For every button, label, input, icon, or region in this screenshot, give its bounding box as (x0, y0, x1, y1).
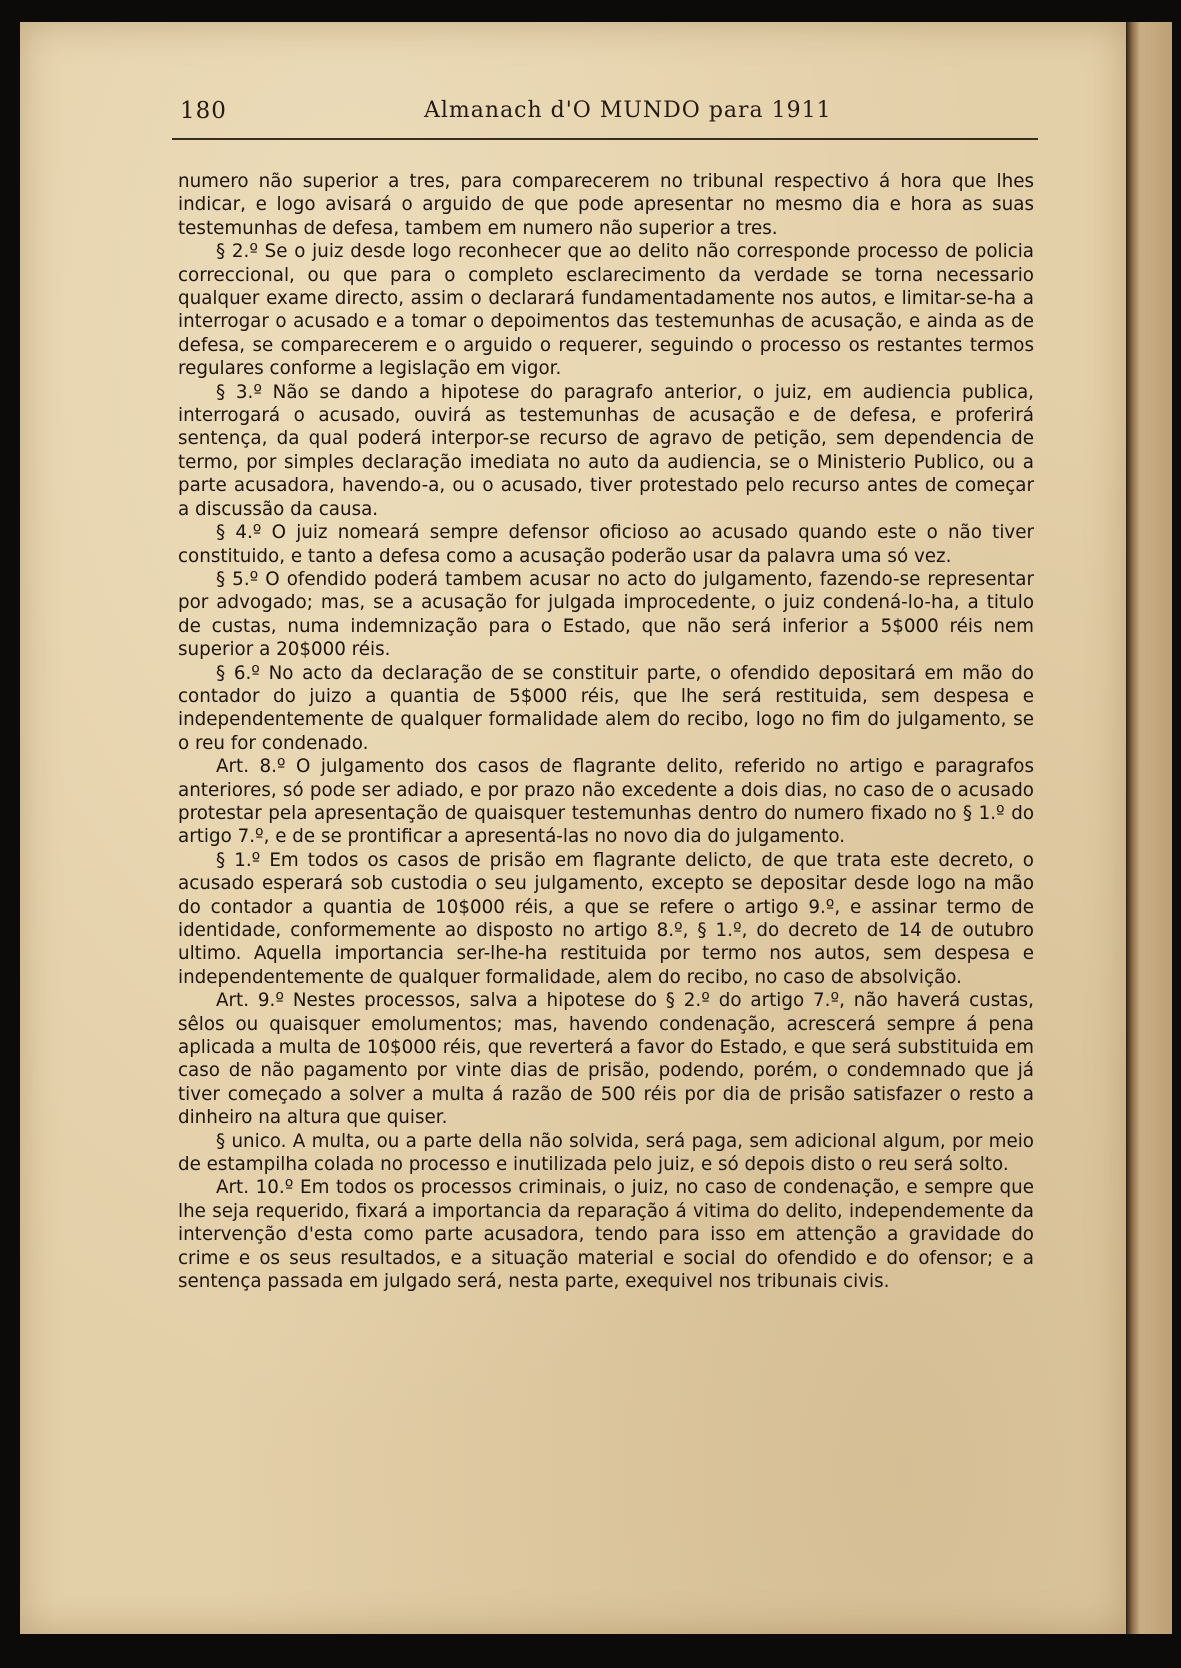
paragraph-section-2: § 2.º Se o juiz desde logo reconhecer que ao delito não corresponde processo de policia correccional, ou que para o completo esclarecimento da verdade se torna necessario qualquer exame directo, assim o declarará fundamentadamente nos autos, e limitar-se-ha a interrogar o acusado e a tomar o depoimentos das testemunhas de acusação, e ainda as de defesa, se comparecerem e o arguido o requerer, seguindo o processo os restantes termos regulares conforme a legislação em vigor. (178, 241, 1034, 380)
paragraph-article-10: Art. 10.º Em todos os processos criminais, o juiz, no caso de condenação, e sempre que lhe seja requerido, fixará a importancia da reparação á vitima do delito, independemente da intervenção d'esta como parte acusadora, tendo para isso em attenção a gravidade do crime e os seus resultados, e a situação material e social do ofendido e do ofensor; e a sentença passada em julgado será, nesta parte, exequivel nos tribunais civis. (178, 1177, 1034, 1293)
paragraph-section-5: § 5.º O ofendido poderá tambem acusar no acto do julgamento, fazendo-se representar por advogado; mas, se a acusação for julgada improcedente, o juiz condená-lo-ha, a titulo de custas, numa indemnização para o Estado, que não será inferior a 5$000 réis nem superior a 20$000 réis. (178, 568, 1034, 661)
running-title: Almanach d'O MUNDO para 1911 (424, 98, 832, 123)
paragraph-article-8: Art. 8.º O julgamento dos casos de flagrante delito, referido no artigo e paragrafos anteriores, só pode ser adiado, e por prazo não excedente a dois dias, no caso de o acusado protestar pela apresentação de quaisquer testemunhas dentro do numero fixado no § 1.º do artigo 7.º, e de se prontificar a apresentá-las no novo dia do julgamento. (178, 756, 1034, 848)
paragraph-section-6: § 6.º No acto da declaração de se constituir parte, o ofendido depositará em mão do contador do juizo a quantia de 5$000 réis, que lhe será restituida, sem despesa e independentemente de qualquer formalidade alem do recibo, logo no fim do julgamento, se o reu for condenado. (178, 662, 1034, 754)
paragraph-section-3: § 3.º Não se dando a hipotese do paragrafo anterior, o juiz, em audiencia publica, interrogará o acusado, ouvirá as testemunhas de acusação e de defesa, e proferirá sentença, da qual poderá interpor-se recurso de agravo de petição, sem dependencia de termo, por simples declaração imediata no auto da audiencia, se o Ministerio Publico, ou a parte acusadora, havendo-a, ou o acusado, tiver protestado pelo recurso antes de começar a discussão da causa. (178, 381, 1034, 520)
paragraph-article-9-sole-section: § unico. A multa, ou a parte della não solvida, será paga, sem adicional algum, por meio de estampilha colada no processo e inutilizada pelo juiz, e só depois disto o reu será solto. (178, 1130, 1034, 1176)
header-rule (172, 138, 1038, 140)
page-number: 180 (180, 98, 227, 124)
paragraph-article-9: Art. 9.º Nestes processos, salva a hipotese do § 2.º do artigo 7.º, não haverá custas, sêlos ou quaisquer emolumentos; mas, havendo condenação, acrescerá sempre á pena aplicada a multa de 10$000 réis, que reverterá a favor do Estado, e que será substituida em caso de não pagamento por vinte dias de prisão, podendo, porém, o condemnado que já tiver começado a solver a multa á razão de 500 réis por dia de prisão satisfazer o resto a dinheiro na altura que quiser. (178, 990, 1034, 1129)
running-header (180, 98, 1036, 132)
facing-page-edge (1126, 22, 1172, 1634)
paragraph-article-8-section-1: § 1.º Em todos os casos de prisão em flagrante delicto, de que trata este decreto, o acusado esperará sob custodia o seu julgamento, excepto se depositar desde logo na mão do contador a quantia de 10$000 réis, a que se refere o artigo 9.º, e assinar termo de identidade, conformemente ao disposto no artigo 8.º, § 1.º, do decreto de 14 de outubro ultimo. Aquella importancia ser-lhe-ha restituida por termo nos autos, sem despesa e independentemente de qualquer formalidade, alem do recibo, no caso de absolvição. (178, 849, 1034, 988)
page-body (178, 170, 1034, 1294)
paragraph-section-4: § 4.º O juiz nomeará sempre defensor oficioso ao acusado quando este o não tiver constituido, e tanto a defesa como a acusação poderão usar da palavra uma só vez. (178, 522, 1034, 567)
paragraph-continuation: numero não superior a tres, para comparecerem no tribunal respectivo á hora que lhes indicar, e logo avisará o arguido de que pode apresentar no mesmo dia e hora as suas testemunhas de defesa, tambem em numero não superior a tres. (178, 171, 1034, 239)
